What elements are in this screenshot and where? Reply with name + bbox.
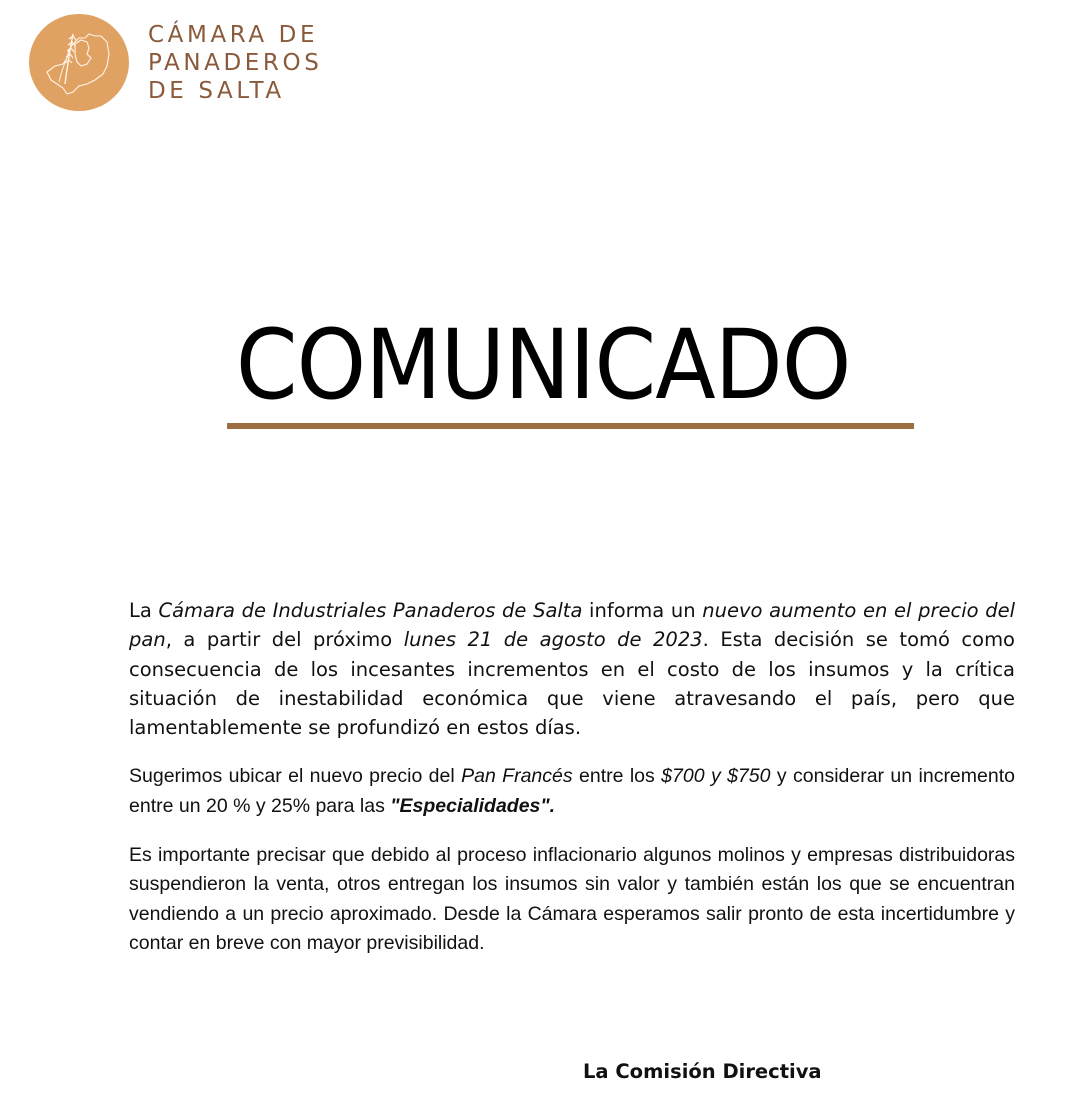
paragraph-1 <box>129 596 1015 742</box>
letterhead <box>29 14 322 111</box>
effective-date: lunes 21 de agosto de 2023 <box>403 628 703 652</box>
organization-name <box>148 21 322 105</box>
signature: La Comisión Directiva <box>583 1060 822 1083</box>
text: La <box>129 599 159 622</box>
text: Sugerimos ubicar el nuevo precio del <box>129 765 462 788</box>
org-name-line-3: DE SALTA <box>148 77 285 104</box>
suggested-price-range: $700 y $750 <box>661 765 771 788</box>
org-name-line-1: CÁMARA DE <box>148 21 319 48</box>
price-increase-italic: nuevo aumento en el precio del pan <box>129 599 1015 652</box>
announcement-body <box>129 596 1015 978</box>
organization-name-italic: Cámara de Industriales Panaderos de Salta <box>158 599 583 622</box>
specialties-label: "Especialidades". <box>390 794 556 817</box>
title-underline-divider <box>227 423 914 429</box>
text: y considerar un incremento entre un 20 % y 25% para las <box>129 765 1015 817</box>
org-name-line-2: PANADEROS <box>148 49 323 76</box>
paragraph-3: Es importante precisar que debido al proceso inflacionario algunos molinos y empresas distribuidoras suspendieron la venta, otros entregan los insumos sin valor y también están los que se encuentran vendiendo a un precio aproximado. Desde la Cámara esperamos salir pronto de esta incertidumbre y contar en breve con mayor previsibilidad. <box>129 844 1015 954</box>
paragraph-2 <box>129 762 1015 821</box>
product-name: Pan Francés <box>461 765 573 788</box>
page-title: COMUNICADO <box>235 309 851 421</box>
text: informa un <box>582 599 703 622</box>
text: , a partir del próximo <box>165 628 404 652</box>
text: . Esta decisión se tomó como consecuencia de los incesantes incrementos en el costo de los insumos y la crítica situación de inestabilidad económica que viene atravesando el país, pero que lamentablemente se profundizó en estos días. <box>129 628 1015 740</box>
text: entre los <box>572 765 662 788</box>
logo-wheat-and-map-icon <box>29 14 129 111</box>
